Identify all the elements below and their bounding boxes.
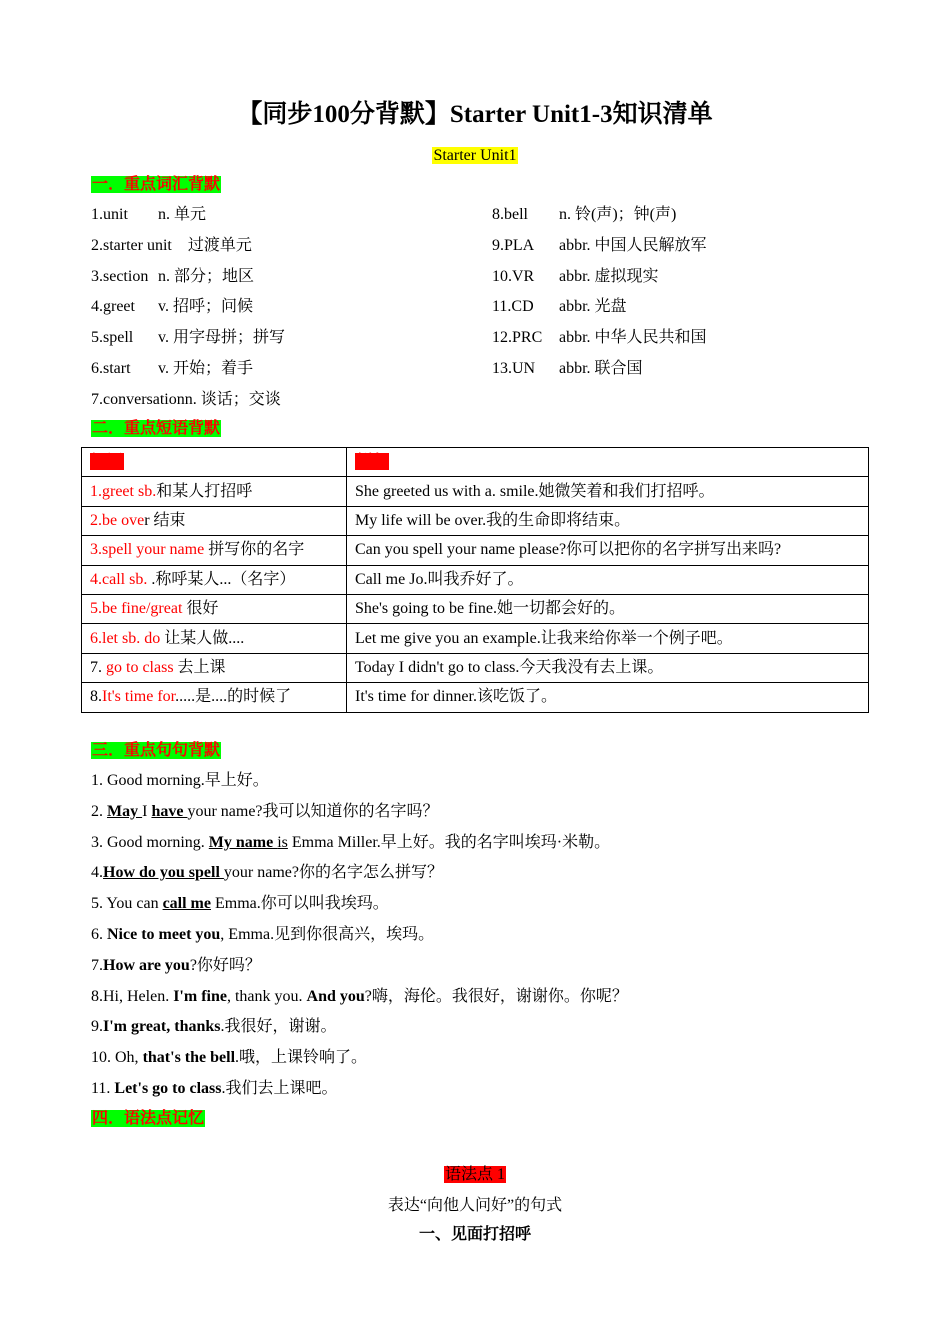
section-heading-vocab: 一．重点词汇背默 (92, 176, 221, 193)
vocab-item: 8.bell n. 铃(声)；钟(声) (492, 206, 677, 223)
example-cell: Call me Jo.叫我乔好了。 (347, 565, 869, 594)
vocab-item: 6.start v. 开始；着手 (91, 359, 253, 377)
phrase-cell: 7. go to class 去上课 (82, 653, 347, 682)
table-row (82, 477, 869, 506)
table-header-row (82, 448, 869, 477)
phrase-table (81, 447, 869, 713)
table-row (82, 565, 869, 594)
section-heading-grammar: 四．语法点记忆 (92, 1110, 205, 1127)
example-cell: She greeted us with a. smile.她微笑着和我们打招呼。 (347, 477, 869, 506)
vocab-item: 13.UN abbr. 联合国 (492, 359, 643, 377)
phrase-cell: 4.call sb. .称呼某人...（名字） (82, 565, 347, 594)
example-cell: It's time for dinner.该吃饭了。 (347, 683, 869, 712)
phrase-cell: 1.greet sb.和某人打招呼 (82, 477, 347, 506)
grammar-point-label: 语法点 1 (444, 1166, 505, 1183)
section-heading-phrases: 二．重点短语背默 (92, 420, 221, 437)
table-row (82, 653, 869, 682)
vocab-item: 12.PRC abbr. 中华人民共和国 (492, 329, 707, 347)
phrase-cell: 5.be fine/great 很好 (82, 594, 347, 623)
phrase-cell: 6.let sb. do 让某人做.... (82, 624, 347, 653)
unit-subtitle-text: Starter Unit1 (433, 147, 517, 164)
table-header: 例句 (347, 448, 869, 477)
sentence-list (91, 769, 891, 1108)
sentence-item: 6. Nice to meet you, Emma.见到你很高兴，埃玛。 (91, 925, 435, 943)
vocab-item: 10.VR abbr. 虚拟现实 (492, 267, 659, 285)
table-row (82, 506, 869, 535)
phrase-cell: 3.spell your name 拼写你的名字 (82, 536, 347, 565)
vocab-item: 9.PLA abbr. 中国人民解放军 (492, 236, 707, 254)
vocab-item: 5.spell v. 用字母拼；拼写 (91, 329, 285, 347)
vocab-list-right (492, 203, 872, 388)
example-cell: Let me give you an example.让我来给你举一个例子吧。 (347, 624, 869, 653)
vocab-item: 2.starter unit 过渡单元 (91, 236, 252, 254)
example-cell: Can you spell your name please?你可以把你的名字拼写出来吗? (347, 536, 869, 565)
example-cell: My life will be over.我的生命即将结束。 (347, 506, 869, 535)
table-row (82, 594, 869, 623)
unit-subtitle (0, 145, 950, 167)
vocab-item: 4.greet v. 招呼；问候 (91, 298, 253, 316)
sentence-item: 9.I'm great, thanks.我很好，谢谢。 (91, 1018, 337, 1036)
table-row (82, 624, 869, 653)
sentence-item: 2. May I have your name?我可以知道你的名字吗？ (91, 802, 439, 820)
sentence-item: 8.Hi, Helen. I'm fine, thank you. And you?嗨，海伦。我很好，谢谢你。你呢？ (91, 987, 628, 1005)
vocab-item: 3.section n. 部分；地区 (91, 267, 255, 285)
sentence-item: 4.How do you spell your name?你的名字怎么拼写？ (91, 864, 444, 882)
example-cell: Today I didn't go to class.今天我没有去上课。 (347, 653, 869, 682)
table-row (82, 536, 869, 565)
phrase-cell: 2.be over 结束 (82, 506, 347, 535)
table-header: 短语 (82, 448, 347, 477)
grammar-topic: 表达“向他人问好”的句式 (387, 1197, 563, 1214)
vocab-list-left (91, 203, 491, 419)
phrase-cell: 8.It's time for.....是....的时候了 (82, 683, 347, 712)
sentence-item: 3. Good morning. My name is Emma Miller.早上好。我的名字叫埃玛·米勒。 (91, 833, 611, 851)
sentence-item: 7.How are you?你好吗？ (91, 956, 261, 974)
sentence-item: 11. Let's go to class.我们去上课吧。 (91, 1079, 338, 1097)
sentence-item: 1. Good morning.早上好。 (91, 772, 269, 789)
grammar-heading: 一、见面打招呼 (418, 1226, 531, 1243)
example-cell: She's going to be fine.她一切都会好的。 (347, 594, 869, 623)
section-heading-sentences: 三．重点句句背默 (92, 742, 221, 759)
page-title: 【同步100分背默】Starter Unit1-3知识清单 (237, 101, 713, 128)
sentence-item: 10. Oh, that's the bell.哦，上课铃响了。 (91, 1049, 368, 1067)
vocab-item: 7.conversationn. 谈话；交谈 (91, 390, 281, 408)
vocab-item: 1.unit n. 单元 (91, 206, 207, 223)
vocab-item: 11.CD abbr. 光盘 (492, 298, 627, 316)
sentence-item: 5. You can call me Emma.你可以叫我埃玛。 (91, 895, 389, 913)
table-row (82, 683, 869, 712)
